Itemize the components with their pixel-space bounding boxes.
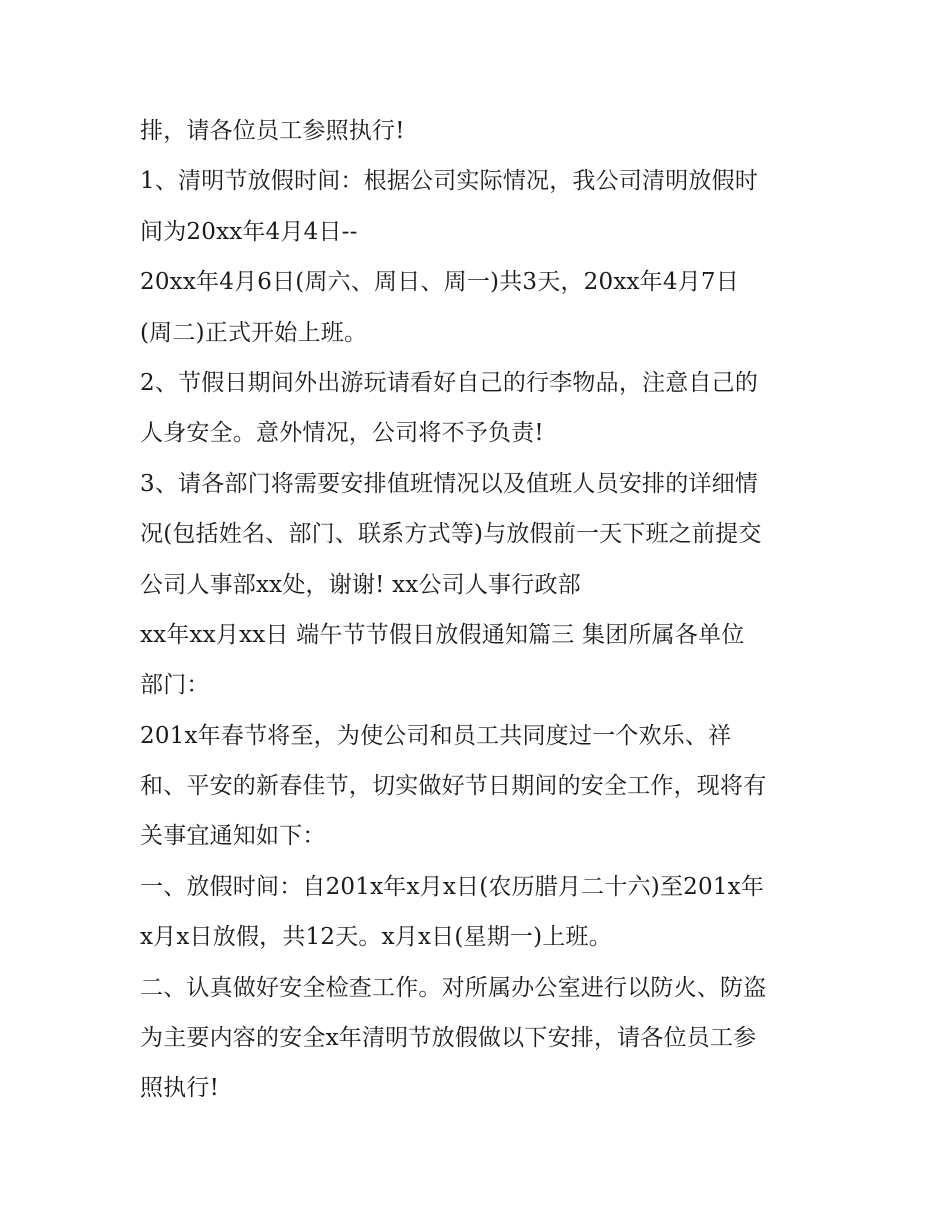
- text-line: 2、节假日期间外出游玩请看好自己的行李物品，注意自己的: [140, 369, 759, 396]
- text-line: 1、清明节放假时间：根据公司实际情况，我公司清明放假时: [140, 168, 759, 195]
- text-line: 为主要内容的安全x年清明节放假做以下安排，请各位员工参: [140, 1025, 757, 1052]
- text-line: 201x年春节将至，为使公司和员工共同度过一个欢乐、祥: [140, 722, 732, 749]
- text-line: 3、请各部门将需要安排值班情况以及值班人员安排的详细情: [140, 470, 759, 497]
- text-line: 排，请各位员工参照执行!: [140, 118, 405, 144]
- text-line: 况(包括姓名、部门、联系方式等)与放假前一天下班之前提交: [140, 521, 762, 548]
- document-body: [140, 106, 840, 1114]
- text-line: 人身安全。意外情况，公司将不予负责!: [140, 420, 544, 447]
- text-line: 一、放假时间：自201x年x月x日(农历腊月二十六)至201x年: [140, 873, 765, 900]
- text-line: 二、认真做好安全检查工作。对所属办公室进行以防火、防盗: [140, 974, 767, 1001]
- text-line: x月x日放假，共12天。x月x日(星期一)上班。: [140, 924, 612, 951]
- text-line: 公司人事部xx处，谢谢! xx公司人事行政部: [140, 571, 581, 598]
- text-line: 间为20xx年4月4日--: [140, 218, 358, 245]
- text-line: 和、平安的新春佳节，切实做好节日期间的安全工作，现将有: [140, 773, 767, 800]
- text-line: 20xx年4月6日(周六、周日、周一)共3天，20xx年4月7日: [140, 269, 739, 296]
- text-line: (周二)正式开始上班。: [140, 319, 368, 346]
- text-line: xx年xx月xx日 端午节节假日放假通知篇三 集团所属各单位: [140, 621, 745, 648]
- text-line: 部门：: [140, 672, 210, 699]
- text-line: 关事宜通知如下：: [140, 823, 326, 850]
- text-line: 照执行!: [140, 1075, 220, 1102]
